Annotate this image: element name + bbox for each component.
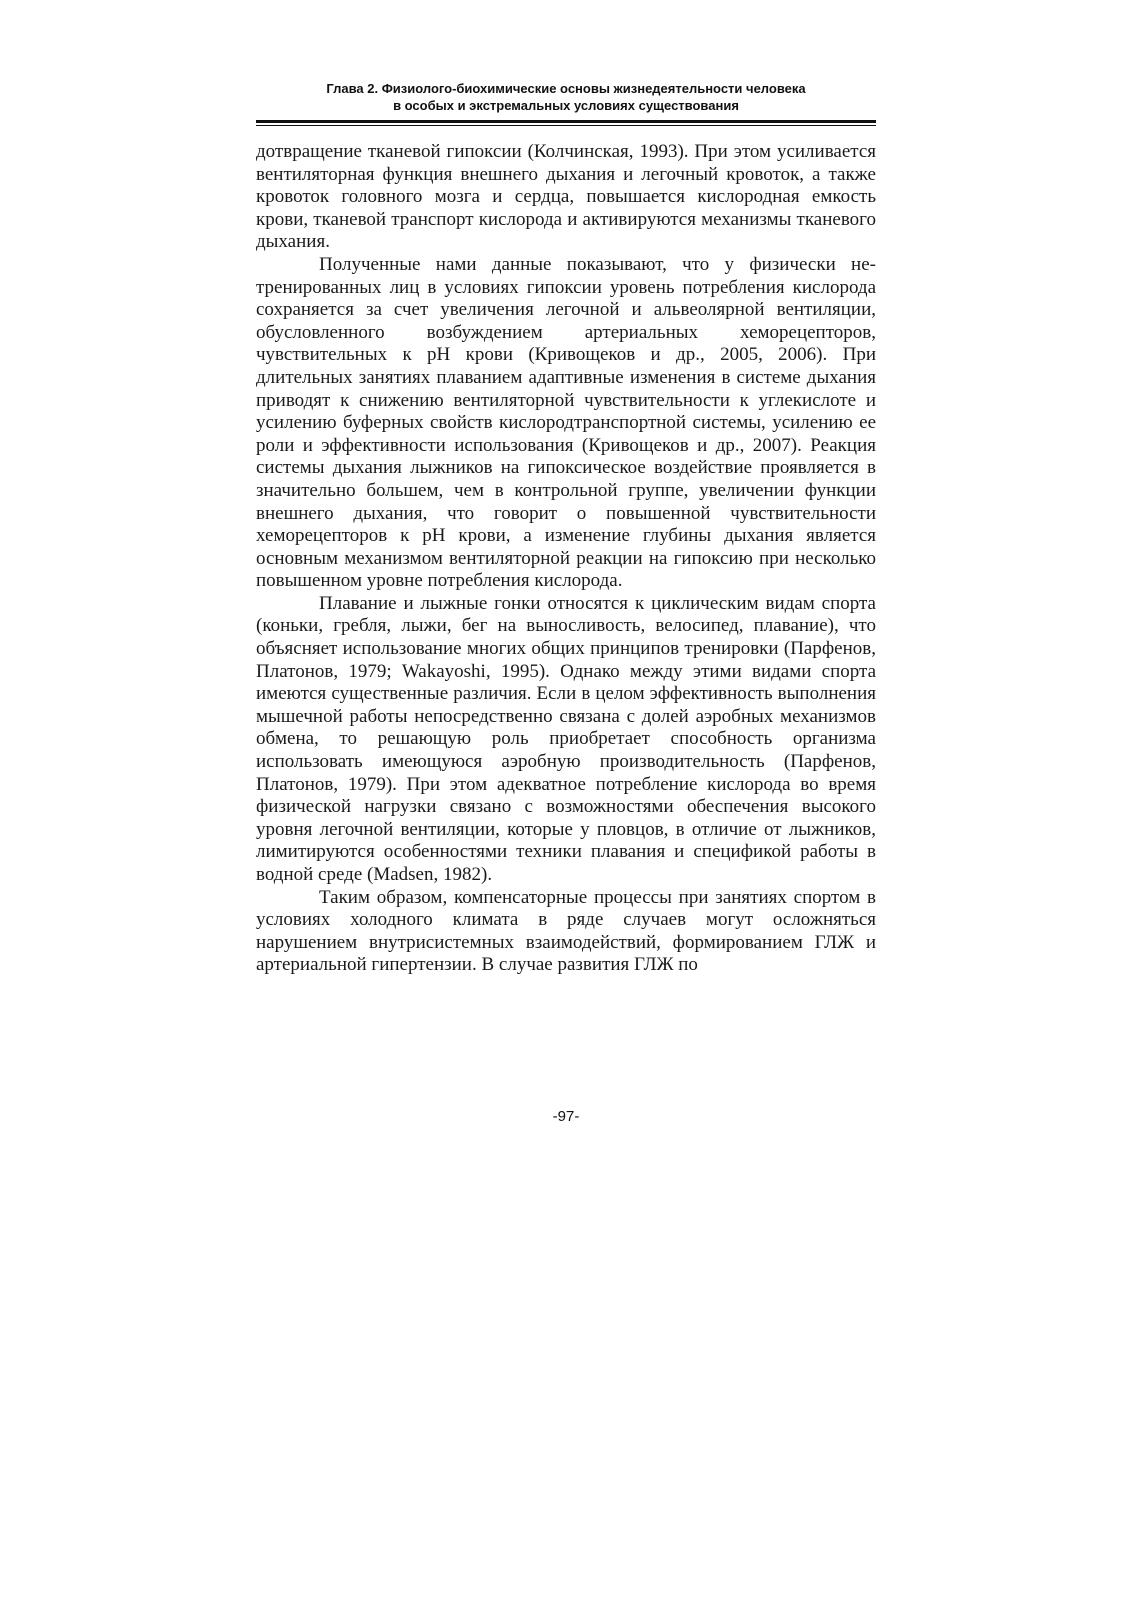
paragraph: Полученные нами данные показывают, что у физически нетренированных лиц в условиях гипоксии уровень потребления кислорода сохраняется за счет увеличения легочной и альвеолярной вентиляции, обусловленного возбуждением артериальных хеморецепторов, чувствительных к рН крови (Кривощеков и др., 2005, 2006). При длительных занятиях плаванием адаптивные изменения в системе дыхания приводят к снижению вентиляторной чувствительности к углекислоте и усилению буферных свойств кислородтранспортной системы, усилению ее роли и эффективности использования (Кривощеков и др., 2007). Реакция системы дыхания лыжников на гипоксическое воздействие проявляется в значительно большем, чем в контрольной группе, увеличении функции внешнего дыхания, что говорит о повышенной чувствительности хеморецепторов к рН крови, а изменение глубины дыхания является основным механизмом вентиляторной реакции на гипоксию при несколько повышенном уровне потребления кислорода. <box>256 253 876 592</box>
running-header-line-1: Глава 2. Физиолого-биохимические основы жизнедеятельности человека <box>326 81 806 96</box>
paragraph: Таким образом, компенсаторные процессы при занятиях спортом в условиях холодного климата в ряде случаев могут осложняться нарушением внутрисистемных взаимодействий, формированием ГЛЖ и артериальной гипертензии. В случае развития ГЛЖ по <box>256 886 876 976</box>
page-number: -97- <box>552 1108 580 1125</box>
paragraph: Плавание и лыжные гонки относятся к циклическим видам спорта (коньки, гребля, лыжи, бег на выносливость, велосипед, плавание), что объясняет использование многих общих принципов тренировки (Парфенов, Платонов, 1979; Wakayoshi, 1995). Однако между этими видами спорта имеются существенные различия. Если в целом эффективность выполнения мышечной работы непосредственно связана с долей аэробных механизмов обмена, то решающую роль приобретает способность организма использовать имеющуюся аэробную производительность (Парфенов, Платонов, 1979). При этом адекватное потребление кислорода во время физической нагрузки связано с возможностями обеспечения высокого уровня легочной вентиляции, которые у пловцов, в отличие от лыжников, лимитируются особенностями техники плавания и спецификой работы в водной среде (Madsen, 1982). <box>256 592 876 885</box>
paragraph-continuation: дотвращение тканевой гипоксии (Колчинская, 1993). При этом усиливается вентиляторная функция внешнего дыхания и легочный кровоток, а также кровоток головного мозга и сердца, повышается кислородная емкость крови, тканевой транспорт кислорода и активируются механизмы тканевого дыхания. <box>256 141 876 253</box>
header-rule-thick <box>256 120 876 123</box>
running-header-line-2: в особых и экстремальных условиях существования <box>393 98 739 113</box>
body-text <box>256 141 876 977</box>
header-rule-thin <box>256 125 876 126</box>
running-header <box>256 80 876 114</box>
